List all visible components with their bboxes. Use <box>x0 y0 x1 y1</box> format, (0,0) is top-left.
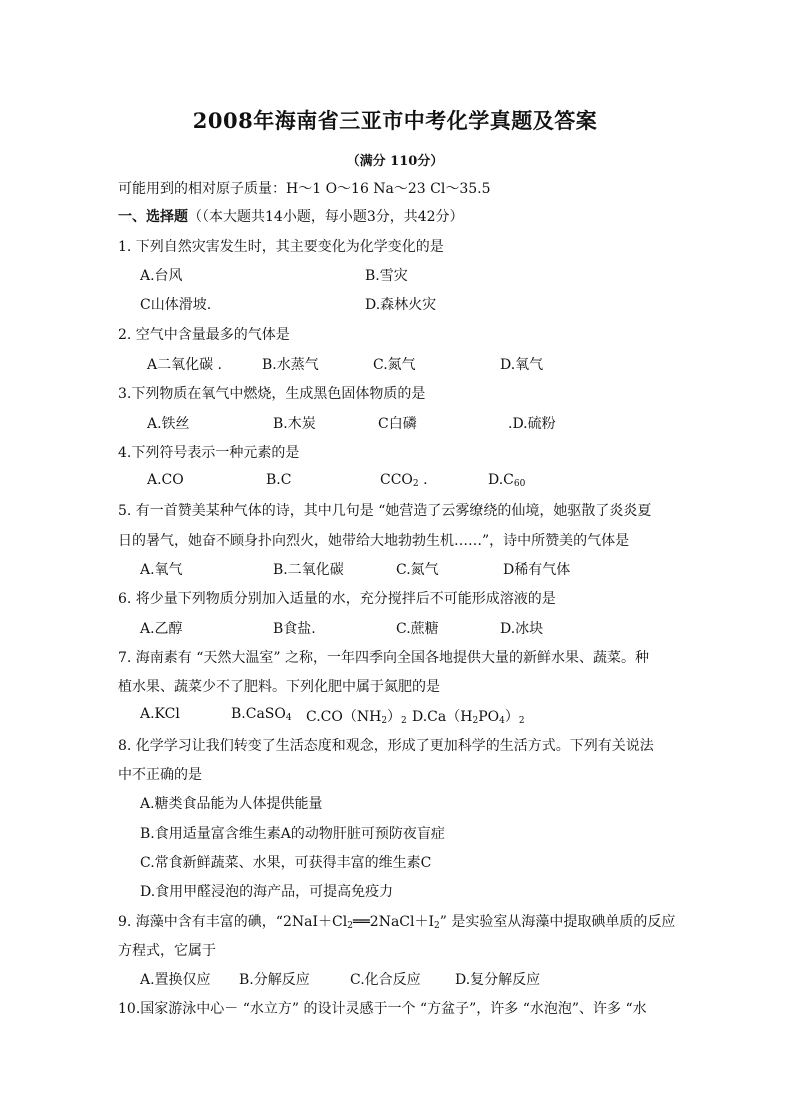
question-9-stem-line1 <box>118 911 675 931</box>
score-subtitle: （满分 110分） <box>346 154 444 169</box>
q9-stem-part3: ” 是实验室从海藻中提取碘单质的反应 <box>439 914 676 930</box>
q3-option-a: A.铁丝 <box>147 416 190 432</box>
question-8-stem-line1: 8. 化学学习让我们转变了生活态度和观念，形成了更加科学的生活方式。下列有关说法 <box>118 738 654 754</box>
question-4-stem: 4.下列符号表示一种元素的是 <box>118 445 300 461</box>
q1-option-c: C山体滑坡. <box>140 297 212 313</box>
section-heading <box>118 206 464 226</box>
q5-option-c: C.氮气 <box>396 562 439 578</box>
q4-option-c-subscript: 2 <box>412 479 419 489</box>
q7-option-d <box>412 706 525 726</box>
q2-option-b: B.水蒸气 <box>262 357 319 373</box>
q7-option-c-text: C.CO（NH <box>306 709 382 725</box>
q4-option-d <box>488 472 525 489</box>
q7-option-d-subscript-1: 2 <box>472 716 479 726</box>
question-7-stem-line2: 植水果、蔬菜少不了肥料。下列化肥中属于氮肥的是 <box>118 679 440 695</box>
question-9-stem-line2: 方程式，它属于 <box>118 943 216 959</box>
q1-option-a: A.台风 <box>140 268 183 284</box>
q5-option-b: B.二氧化碳 <box>273 562 344 578</box>
q7-option-c-subscript-1: 2 <box>381 716 388 726</box>
q3-option-c: C白磷 <box>378 416 417 432</box>
question-8-stem-line2: 中不正确的是 <box>118 767 202 783</box>
section-label: 一、选择题 <box>118 209 188 225</box>
q4-option-d-text: D.C <box>488 472 514 488</box>
q9-option-b: B.分解反应 <box>239 972 310 988</box>
q3-option-b: B.木炭 <box>273 416 316 432</box>
question-5-stem-line2: 日的暑气，她奋不顾身扑向烈火，她带给大地勃勃生机……”，诗中所赞美的气体是 <box>118 533 630 549</box>
q8-option-c: C.常食新鲜蔬菜、水果，可获得丰富的维生素C <box>140 855 432 871</box>
question-3-stem: 3.下列物质在氧气中燃烧，生成黑色固体物质的是 <box>118 386 426 402</box>
q1-option-d: D.森林火灾 <box>365 297 437 313</box>
page-title: 2008年海南省三亚市中考化学真题及答案 <box>192 108 598 133</box>
question-1-stem: 1. 下列自然灾害发生时，其主要变化为化学变化的是 <box>118 239 444 255</box>
q4-option-a: A.CO <box>147 472 184 488</box>
q9-stem-part2: ══2NaCl＋I <box>352 914 435 930</box>
q9-option-c: C.化合反应 <box>350 972 421 988</box>
question-6-stem: 6. 将少量下列物质分别加入适量的水，充分搅拌后不可能形成溶液的是 <box>118 591 556 607</box>
q1-option-b: B.雪灾 <box>365 268 408 284</box>
question-2-stem: 2. 空气中含量最多的气体是 <box>118 327 290 343</box>
q7-option-b-text: B.CaSO <box>231 706 286 722</box>
atomic-mass-info: 可能用到的相对原子质量：H～1 O～16 Na～23 Cl～35.5 <box>118 181 491 197</box>
q7-option-d-mid: PO <box>478 709 500 725</box>
q8-option-d: D.食用甲醛浸泡的海产品，可提高免疫力 <box>140 884 394 900</box>
q8-option-a: A.糖类食品能为人体提供能量 <box>140 796 323 812</box>
q4-option-c-text: CCO <box>380 472 413 488</box>
q6-option-d: D.冰块 <box>500 621 544 637</box>
q4-option-d-subscript: 60 <box>513 479 526 489</box>
q7-option-d-subscript-2: 4 <box>499 716 505 726</box>
q7-option-d-paren: ） <box>504 709 519 725</box>
q7-option-b <box>231 706 292 723</box>
q7-option-c <box>306 706 407 726</box>
section-note: （（本大题共14小题，每小题3分，共42分） <box>188 209 464 225</box>
q2-option-d: D.氧气 <box>500 357 544 373</box>
q7-option-c-subscript-2: 2 <box>401 716 407 726</box>
q9-option-d: D.复分解反应 <box>455 972 541 988</box>
q6-option-a: A.乙醇 <box>140 621 183 637</box>
q2-option-a: A二氧化碳 . <box>147 357 223 373</box>
question-10-stem: 10.国家游泳中心－ “水立方” 的设计灵感于一个 “方盆子”，许多 “水泡泡”、许多 “水 <box>118 1001 647 1017</box>
q9-stem-subscript-1: 2 <box>347 921 353 931</box>
q7-option-b-subscript: 4 <box>285 713 292 723</box>
q4-option-c-tail: . <box>418 472 428 488</box>
q7-option-a: A.KCl <box>140 706 180 722</box>
q5-option-a: A.氧气 <box>140 562 183 578</box>
q6-option-b: B食盐. <box>273 621 316 637</box>
q3-option-d: .D.硫粉 <box>508 416 556 432</box>
q4-option-b: B.C <box>266 472 292 488</box>
q7-option-d-text: D.Ca（H <box>412 709 473 725</box>
q7-option-c-paren: ） <box>387 709 402 725</box>
q2-option-c: C.氮气 <box>373 357 416 373</box>
q8-option-b: B.食用适量富含维生素A的动物肝脏可预防夜盲症 <box>140 826 445 842</box>
q4-option-c <box>380 472 428 489</box>
q7-option-d-subscript-3: 2 <box>518 716 525 726</box>
q9-stem-part1: 9. 海藻中含有丰富的碘，“2NaI＋Cl <box>118 914 348 930</box>
question-7-stem-line1: 7. 海南素有 “天然大温室” 之称，一年四季向全国各地提供大量的新鲜水果、蔬菜。种 <box>118 650 650 666</box>
question-5-stem-line1: 5. 有一首赞美某种气体的诗，其中几句是 “她营造了云雾缭绕的仙境，她驱散了炎炎夏 <box>118 503 652 519</box>
q9-stem-subscript-2: 2 <box>434 921 440 931</box>
q9-option-a: A.置换仅应 <box>140 972 211 988</box>
q5-option-d: D稀有气体 <box>503 562 571 578</box>
q6-option-c: C.蔗糖 <box>396 621 439 637</box>
